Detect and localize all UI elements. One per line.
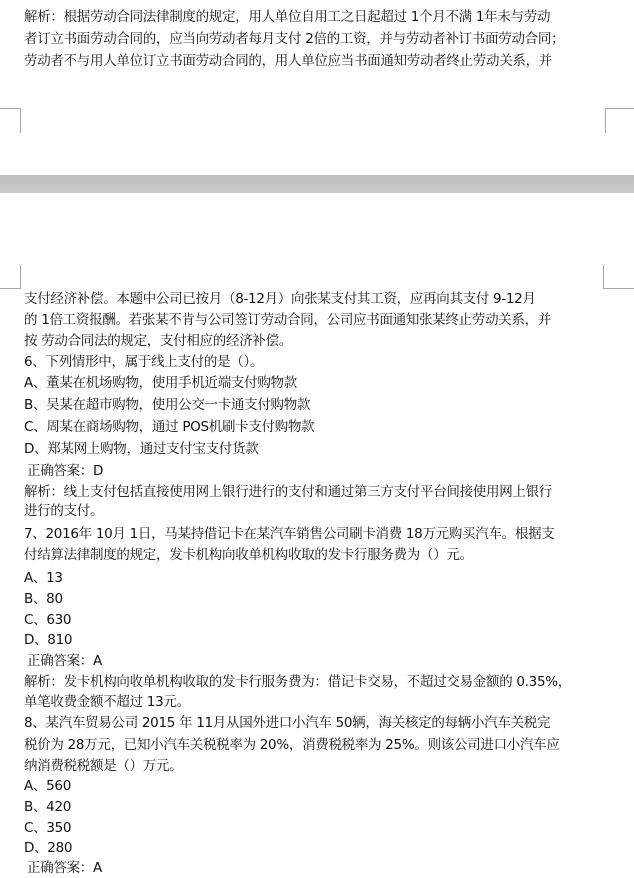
analysis-text-line: 者订立书面劳动合同的，应当向劳动者每月支付 2倍的工资，并与劳动者补订书面劳动合同； [24, 31, 565, 47]
analysis-line: 解析：线上支付包括直接使用网上银行进行的支付和通过第三方支付平台间接使用网上银行 [24, 484, 552, 500]
question-7-line: 付结算法律制度的规定，发卡机构向收单机构收取的发卡行服务费为（）元。 [24, 547, 473, 563]
option-d: D、280 [24, 840, 73, 856]
option-b: B、80 [24, 591, 63, 607]
correct-answer: 正确答案：A [27, 860, 102, 876]
analysis-line: 进行的支付。 [24, 503, 104, 519]
continuation-line: 按 劳动合同法的规定，支付相应的经济补偿。 [24, 333, 292, 349]
question-8: 8、某汽车贸易公司 2015 年 11月从国外进口小汽车 50辆，海关核定的每辆小汽车关税完 [24, 715, 551, 731]
option-a: A、董某在机场购物，使用手机近端支付购物款 [24, 375, 297, 391]
document-page-2 [0, 194, 634, 876]
question-8-line: 纳消费税税额是（）万元。 [24, 758, 183, 774]
question-8-line: 税价为 28万元，已知小汽车关税税率为 20%，消费税税率为 25%。则该公司进口小汽车应 [24, 737, 560, 753]
correct-answer: 正确答案：D [27, 463, 104, 479]
option-d: D、郑某网上购物，通过支付宝支付货款 [24, 441, 259, 457]
option-a: A、13 [24, 570, 63, 586]
margin-corner-mark [0, 108, 21, 133]
margin-corner-mark [605, 108, 634, 133]
option-b: B、420 [24, 799, 72, 815]
page-separator [0, 175, 634, 193]
continuation-line: 的 1倍工资报酬。若张某不肯与公司签订劳动合同，公司应书面通知张某终止劳动关系，并 [24, 312, 552, 328]
option-c: C、350 [24, 820, 72, 836]
analysis-line: 解析：发卡机构向收单机构收取的发卡行服务费为：借记卡交易，不超过交易金额的 0.35%， [24, 674, 571, 690]
option-c: C、周某在商场购物，通过 POS机刷卡支付购物款 [24, 419, 315, 435]
option-d: D、810 [24, 632, 73, 648]
option-b: B、吴某在超市购物，使用公交一卡通支付购物款 [24, 397, 311, 413]
option-c: C、630 [24, 612, 72, 628]
question-7: 7、2016年 10月 1日，马某持借记卡在某汽车销售公司刷卡消费 18万元购买汽车。根据支 [24, 526, 555, 542]
analysis-text-line: 劳动者不与用人单位订立书面劳动合同的，用人单位应当书面通知劳动者终止劳动关系，并 [24, 53, 552, 69]
correct-answer: 正确答案：A [27, 653, 102, 669]
option-a: A、560 [24, 778, 72, 794]
analysis-line: 单笔收费金额不超过 13元。 [24, 694, 190, 710]
document-page-1 [0, 0, 634, 175]
analysis-text-line: 解析：根据劳动合同法律制度的规定，用人单位自用工之日起超过 1个月不满 1年未与劳动 [24, 9, 551, 25]
continuation-line: 支付经济补偿。本题中公司已按月（8-12月）向张某支付其工资，应再向其支付 9-12月 [24, 291, 536, 307]
question-6: 6、下列情形中，属于线上支付的是（）。 [24, 354, 264, 370]
margin-corner-mark [0, 265, 21, 289]
margin-corner-mark [603, 265, 634, 289]
